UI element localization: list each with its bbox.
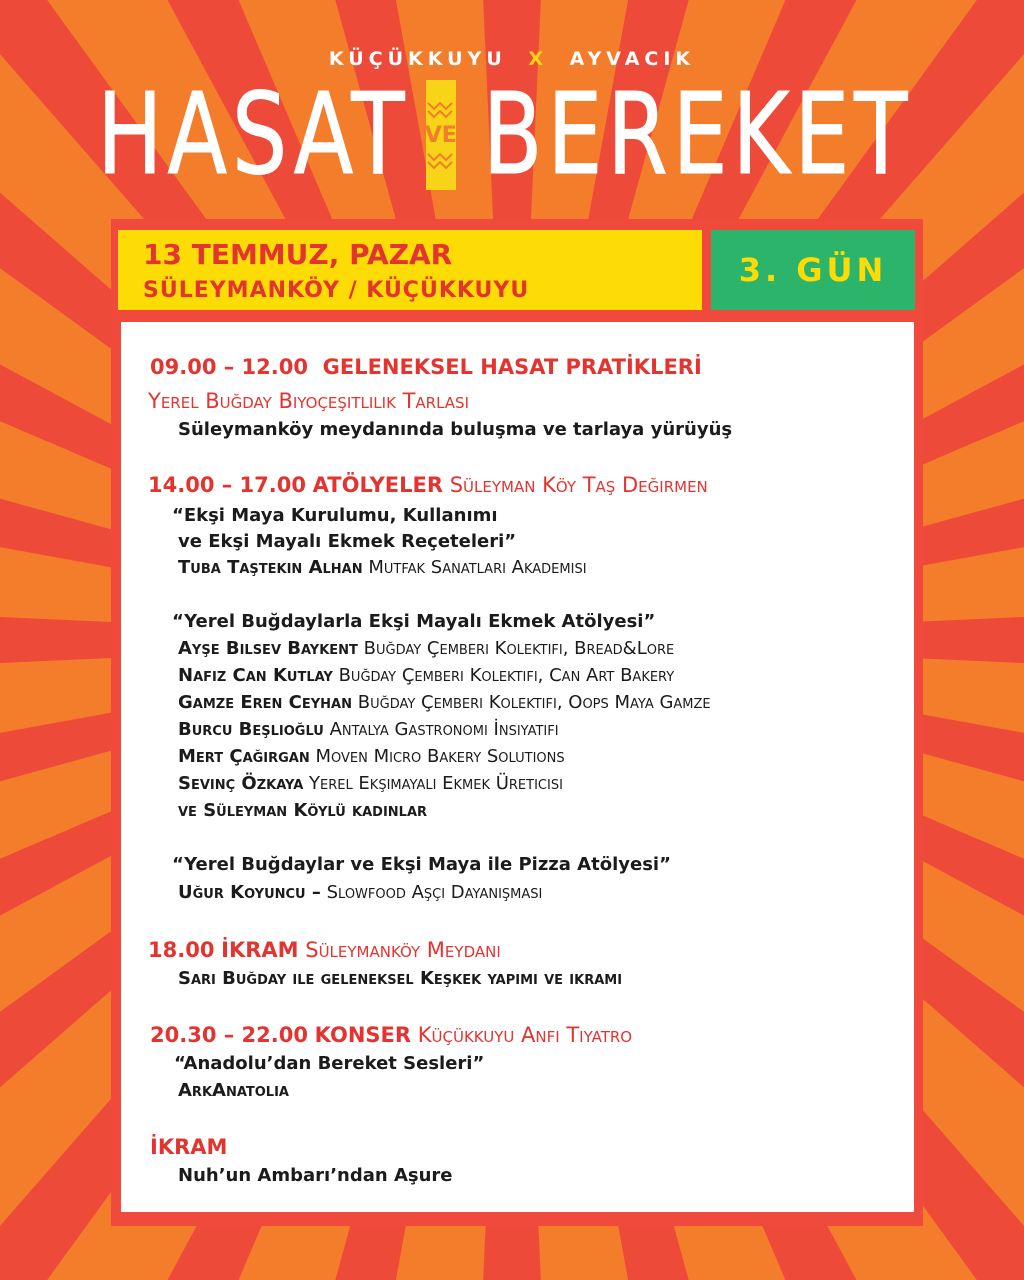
logo-ve-badge: [426, 80, 456, 190]
presenter-org: Mutfak Sanatları Akademisi: [368, 557, 587, 578]
logo-ve: VE: [424, 122, 457, 148]
day-badge: [711, 230, 915, 310]
workshop1-presenter: [178, 557, 587, 578]
presenter-org: Yerel Ekşimayalı Ekmek Üreticisi: [309, 773, 563, 794]
zigzag-ornament-icon: [426, 97, 456, 123]
presenter-org: Buğday Çemberi Kolektifi, Bread&Lore: [363, 638, 675, 659]
session-venue: Süleymanköy Meydanı: [305, 938, 501, 962]
session-final-ikram-heading: İKRAM: [150, 1135, 228, 1159]
session-harvest-heading: [150, 355, 702, 379]
workshop2-title: “Yerel Buğdaylarla Ekşi Mayalı Ekmek Atölyesi”: [172, 611, 656, 632]
workshop2-extra: ve Süleyman Köylü kadınlar: [178, 800, 428, 821]
session-harvest-desc: Süleymanköy meydanında buluşma ve tarlaya yürüyüş: [178, 419, 733, 440]
presenter-name: Ayşe Bilsev Baykent: [178, 638, 358, 659]
logo-bereket: BEREKET: [482, 70, 912, 200]
zigzag-ornament-icon: [426, 148, 456, 174]
presenter-name: Gamze Eren Ceyhan: [178, 692, 353, 713]
session-venue: Küçükkuyu Anfi Tiyatro: [417, 1023, 633, 1047]
program-panel: [121, 322, 914, 1212]
session-harvest-subtitle: Yerel Buğday Biyoçeşitlilik Tarlası: [148, 389, 469, 413]
logo-hasat: HASAT: [97, 70, 410, 200]
subtitle-ayvacik: AYVACIK: [569, 48, 696, 70]
session-final-ikram-desc: Nuh’un Ambarı’ndan Aşure: [178, 1165, 453, 1186]
presenter-org: Antalya Gastronomi İnsiyatifi: [329, 719, 559, 740]
session-time: 20.30 – 22.00: [150, 1023, 308, 1047]
presenter-org: Buğday Çemberi Kolektifi, Can Art Bakery: [338, 665, 675, 686]
presenter-org: Buğday Çemberi Kolektifi, Oops Maya Gamze: [357, 692, 711, 713]
presenter-name: Nafiz Can Kutlay: [178, 665, 333, 686]
presenter-org: Moven Micro Bakery Solutions: [315, 746, 565, 767]
presenter-name: Uğur Koyuncu –: [178, 882, 321, 903]
subtitle: [0, 48, 1024, 70]
session-ikram-heading: [148, 938, 501, 962]
presenter-name: Tuba Taştekin Alhan: [178, 557, 363, 578]
presenter-name: Mert Çağırgan: [178, 746, 310, 767]
presenter-row: [178, 665, 674, 686]
session-venue: Süleyman Köy Taş Değirmen: [449, 473, 708, 497]
session-time: 18.00: [148, 938, 215, 962]
session-title: İKRAM: [221, 938, 299, 962]
presenter-name: Sevinç Özkaya: [178, 773, 304, 794]
session-time: 14.00 – 17.00: [148, 473, 306, 497]
session-workshops-heading: [148, 473, 708, 497]
concert-title: “Anadolu’dan Bereket Sesleri”: [174, 1053, 485, 1074]
workshop1-title-line2: ve Ekşi Mayalı Ekmek Reçeteleri”: [178, 531, 517, 552]
event-location: SÜLEYMANKÖY / KÜÇÜKKUYU: [143, 278, 530, 303]
session-title: ATÖLYELER: [312, 473, 444, 497]
workshop3-title: “Yerel Buğdaylar ve Ekşi Maya ile Pizza Atölyesi”: [172, 854, 671, 875]
subtitle-x: X: [528, 48, 549, 70]
presenter-row: [178, 719, 559, 740]
presenter-row: [178, 638, 674, 659]
workshop3-presenter: [178, 882, 542, 903]
session-ikram-desc: Sarı Buğday ile geleneksel Keşkek yapımı ve ikramı: [178, 968, 623, 989]
event-date: 13 TEMMUZ, PAZAR: [143, 238, 453, 271]
session-title: KONSER: [314, 1023, 412, 1047]
concert-artist: ArkAnatolia: [178, 1080, 289, 1101]
presenter-org: Slowfood Aşçı Dayanışması: [326, 882, 543, 903]
session-concert-heading: [150, 1023, 632, 1047]
date-banner: [118, 230, 702, 310]
day-label: 3. GÜN: [738, 251, 888, 289]
workshop1-title-line1: “Ekşi Maya Kurulumu, Kullanımı: [172, 505, 498, 526]
presenter-row: [178, 692, 711, 713]
session-time: 09.00 – 12.00: [150, 355, 308, 379]
presenter-name: Burcu Beşlioğlu: [178, 719, 324, 740]
hasat-ve-bereket-logo: [97, 70, 912, 200]
subtitle-kucukkuyu: KÜÇÜKKUYU: [328, 48, 507, 70]
presenter-row: [178, 773, 563, 794]
session-title: GELENEKSEL HASAT PRATİKLERİ: [322, 355, 702, 379]
presenter-row: [178, 746, 565, 767]
